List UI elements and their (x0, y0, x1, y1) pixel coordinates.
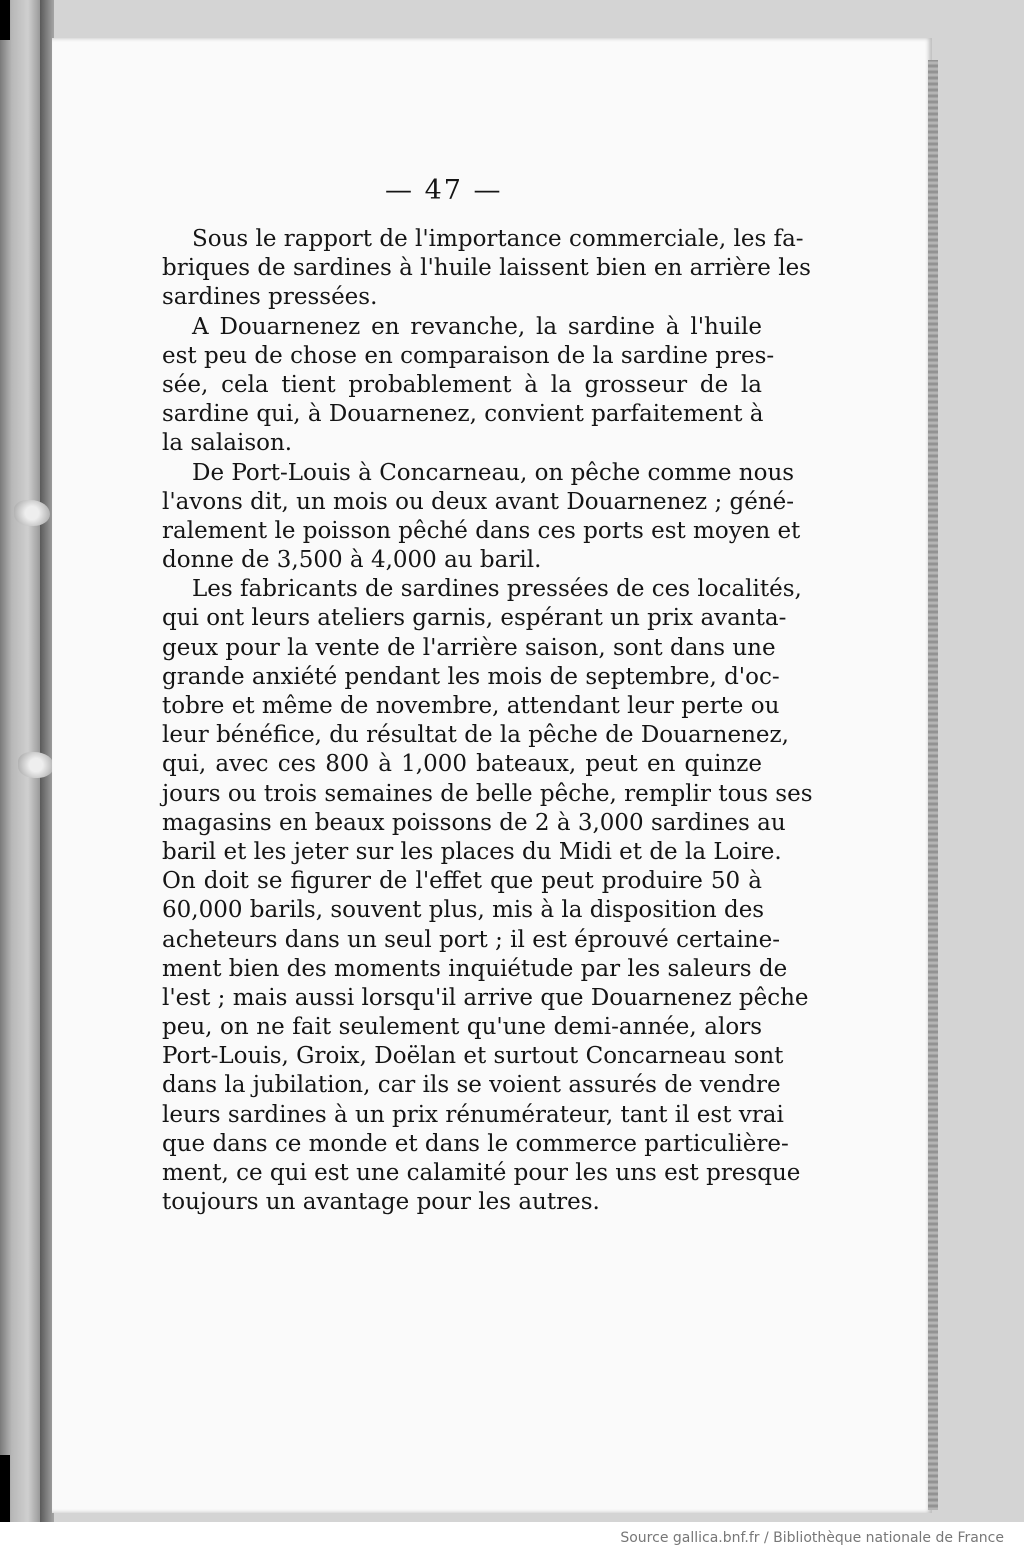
body-text (162, 225, 813, 1217)
text-line: acheteurs dans un seul port ; il est éprouvé certaine- (162, 926, 781, 953)
text-line: Port-Louis, Groix, Doëlan et surtout Concarneau sont (162, 1043, 784, 1070)
text-line: que dans ce monde et dans le commerce particulière- (162, 1130, 789, 1157)
text-line: donne de 3,500 à 4,000 au baril. (162, 547, 542, 574)
text-line: qui, avec ces 800 à 1,000 bateaux, peut en quinze (162, 751, 762, 778)
text-line: grande anxiété pendant les mois de septembre, d'oc- (162, 663, 780, 690)
page-stack-edge (928, 60, 938, 1510)
text-line: l'avons dit, un mois ou deux avant Douarnenez ; géné- (162, 488, 795, 515)
text-line: On doit se figurer de l'effet que peut produire 50 à (162, 868, 762, 895)
text-line: sardines pressées. (162, 284, 378, 311)
text-line: De Port-Louis à Concarneau, on pêche comme nous (192, 459, 795, 486)
text-line: jours ou trois semaines de belle pêche, remplir tous ses (162, 780, 813, 807)
text-line: 60,000 barils, souvent plus, mis à la disposition des (162, 897, 765, 924)
text-line: est peu de chose en comparaison de la sardine pres- (162, 342, 775, 369)
text-line: Sous le rapport de l'importance commerciale, les fa- (192, 226, 804, 252)
text-line: peu, on ne fait seulement qu'une demi-année, alors (162, 1014, 762, 1041)
text-line: ralement le poisson pêché dans ces ports est moyen et (162, 517, 801, 544)
text-line: leurs sardines à un prix rénumérateur, tant il est vrai (162, 1101, 784, 1128)
text-line: leur bénéfice, du résultat de la pêche de Douarnenez, (162, 722, 789, 749)
text-line: sardine qui, à Douarnenez, convient parfaitement à (162, 401, 764, 428)
binding-thread-mark (18, 752, 54, 778)
text-line: dans la jubilation, car ils se voient assurés de vendre (162, 1072, 781, 1099)
text-line: Les fabricants de sardines pressées de ces localités, (192, 576, 802, 603)
text-line: A Douarnenez en revanche, la sardine à l'huile (192, 313, 762, 340)
text-line: toujours un avantage pour les autres. (162, 1189, 600, 1216)
text-line: tobre et même de novembre, attendant leur perte ou (162, 693, 780, 719)
text-line: ment bien des moments inquiétude par les saleurs de (162, 955, 788, 982)
text-line: geux pour la vente de l'arrière saison, sont dans une (162, 634, 776, 661)
text-line: qui ont leurs ateliers garnis, espérant un prix avanta- (162, 605, 787, 632)
text-line: ment, ce qui est une calamité pour les uns est presque (162, 1160, 801, 1186)
page-number: — 47 — (385, 175, 503, 206)
text-line: l'est ; mais aussi lorsqu'il arrive que Douarnenez pêche (162, 984, 809, 1011)
text-line: baril et les jeter sur les places du Midi et de la Loire. (162, 838, 782, 865)
binding-thread-mark (14, 500, 50, 526)
text-line: sée, cela tient probablement à la grosseur de la (162, 371, 762, 398)
text-line: magasins en beaux poissons de 2 à 3,000 sardines au (162, 809, 786, 836)
left-edge-shadow (0, 0, 10, 40)
text-line: la salaison. (162, 430, 293, 457)
text-line: briques de sardines à l'huile laissent bien en arrière les (162, 255, 811, 282)
source-credit: Source gallica.bnf.fr / Bibliothèque nationale de France (620, 1530, 1004, 1546)
left-edge-shadow (0, 1455, 10, 1522)
